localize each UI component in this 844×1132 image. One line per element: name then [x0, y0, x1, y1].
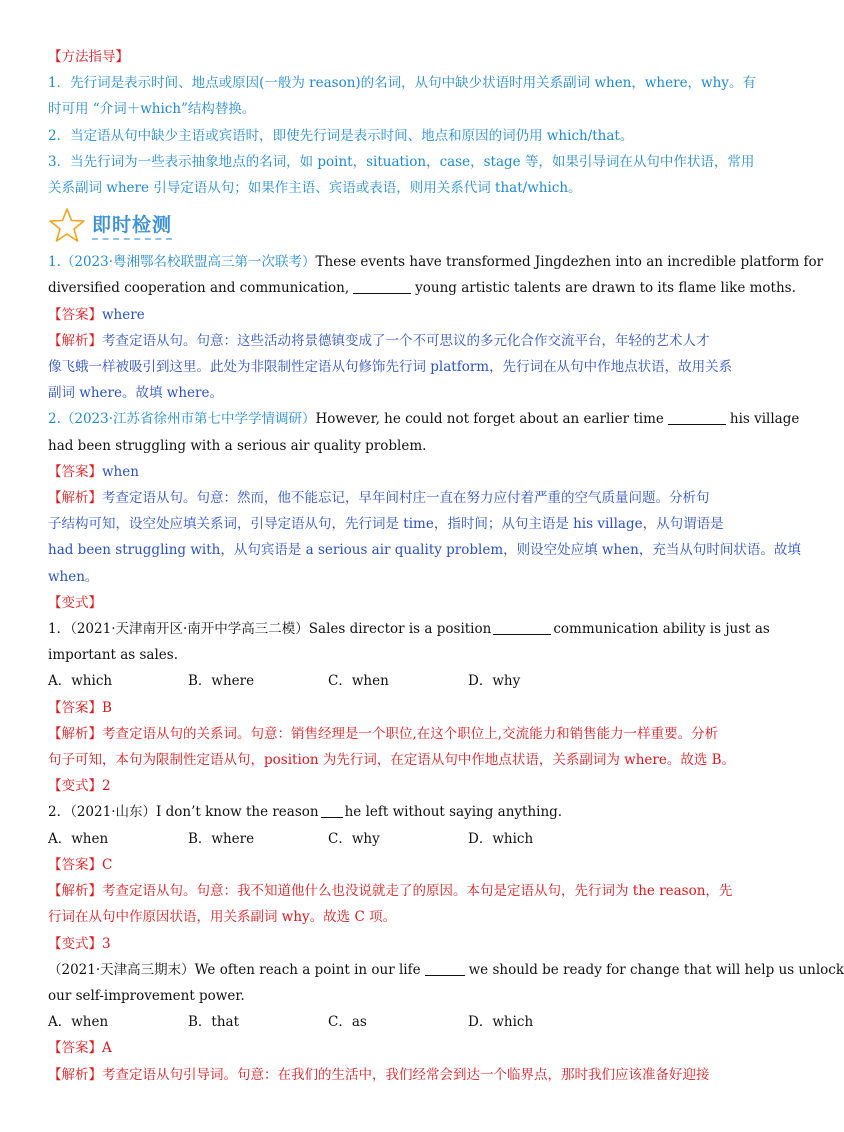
v1-line-1 — [48, 616, 770, 642]
q2-analysis-2: 子结构可知，设空处应填关系词，引导定语从句，先行词是 time，指时间；从句主语是 his village，从句谓语是 — [48, 516, 724, 533]
v1-text-a1: Sales director is a position — [308, 621, 492, 638]
q1-source: 1.（2023·粤湘鄂名校联盟高三第一次联考） — [48, 254, 316, 271]
q1-analysis-3: 副词 where。故填 where。 — [48, 385, 223, 402]
q1-line-1 — [48, 249, 824, 275]
v1-analysis-text: 考查定语从句的关系词。句意：销售经理是一个职位,在这个职位上,交流能力和销售能力一样重要。分析 — [102, 725, 719, 742]
option-d[interactable]: D．why — [468, 673, 521, 690]
q2-line-2: had been struggling with a serious air quality problem. — [48, 437, 427, 454]
analysis-tag: 【解析】 — [48, 332, 102, 349]
v2-header: 【变式】2 — [48, 778, 111, 795]
q1-text-a: These events have transformed Jingdezhen into an incredible platform for — [315, 254, 824, 271]
method-line-5: 关系副词 where 引导定语从句；如果作主语、宾语或表语，则用关系代词 that/which。 — [48, 180, 582, 197]
v1-blank[interactable] — [493, 620, 551, 635]
q2-line-1 — [48, 406, 800, 432]
v1-line-2: important as sales. — [48, 647, 178, 664]
q2-analysis-1 — [48, 485, 760, 511]
v1-answer-value: B — [102, 699, 112, 716]
v3-analysis-text: 考查定语从句引导词。句意：在我们的生活中，我们经常会到达一个临界点，那时我们应该准备好迎接 — [102, 1066, 710, 1083]
v3-answer-value: A — [102, 1040, 112, 1057]
answer-tag: 【答案】 — [48, 306, 102, 323]
v2-options — [48, 826, 760, 852]
v2-answer — [48, 852, 760, 878]
v2-text-a2: he left without saying anything. — [344, 804, 563, 821]
v1-text-a2: communication ability is just as — [553, 621, 770, 638]
v3-source: （2021·天津高三期末） — [48, 961, 195, 978]
v3-line-1 — [48, 957, 844, 983]
option-d[interactable]: D．which — [468, 1014, 534, 1031]
q1-analysis-text: 考查定语从句。句意：这些活动将景德镇变成了一个不可思议的多元化合作交流平台，年轻的艺术人才 — [102, 332, 710, 349]
q2-answer-value: when — [102, 463, 139, 480]
answer-tag: 【答案】 — [48, 699, 102, 716]
q1-answer — [48, 302, 760, 328]
q2-analysis-4: when。 — [48, 568, 99, 585]
v3-blank[interactable] — [425, 961, 465, 976]
analysis-tag: 【解析】 — [48, 883, 102, 900]
q1-blank[interactable] — [353, 279, 411, 294]
option-b[interactable]: B．where — [188, 830, 255, 847]
v2-text-a1: I don’t know the reason — [156, 804, 319, 821]
analysis-tag: 【解析】 — [48, 490, 102, 507]
option-a[interactable]: A．when — [48, 1014, 109, 1031]
v1-analysis-2: 句子可知，本句为限制性定语从句，position 为先行词，在定语从句中作地点状语，关系副词为 where。故选 B。 — [48, 752, 736, 769]
method-line-4: 3．当先行词为一些表示抽象地点的名词，如 point，situation，case，stage 等，如果引导词在从句中作状语，常用 — [48, 153, 755, 170]
option-d[interactable]: D．which — [468, 830, 534, 847]
answer-tag: 【答案】 — [48, 463, 102, 480]
v3-options — [48, 1009, 760, 1035]
analysis-tag: 【解析】 — [48, 1066, 102, 1083]
v1-options — [48, 668, 760, 694]
v2-blank[interactable] — [321, 803, 343, 818]
v2-source: 2．（2021·山东） — [48, 804, 156, 821]
v2-analysis-text: 考查定语从句。句意：我不知道他什么也没说就走了的原因。本句是定语从句，先行词为 the reason，先 — [102, 883, 733, 900]
q1-text-b2: young artistic talents are drawn to its flame like moths. — [415, 280, 796, 297]
method-line-1: 1．先行词是表示时间、地点或原因(一般为 reason)的名词，从句中缺少状语时用关系副词 when，where，why。有 — [48, 75, 756, 92]
v3-answer — [48, 1035, 760, 1061]
q1-analysis-2: 像飞蛾一样被吸引到这里。此处为非限制性定语从句修饰先行词 platform，先行词在从句中作地点状语，故用关系 — [48, 359, 733, 376]
method-header: 【方法指导】 — [48, 49, 129, 65]
v3-header: 【变式】3 — [48, 935, 111, 952]
q2-blank[interactable] — [668, 410, 726, 425]
v3-analysis-1 — [48, 1062, 760, 1088]
answer-tag: 【答案】 — [48, 856, 102, 873]
q2-analysis-3: had been struggling with，从句宾语是 a serious air quality problem，则设空处应填 when，充当从句时间状语。故填 — [48, 542, 801, 559]
option-b[interactable]: B．where — [188, 673, 255, 690]
v2-line-1 — [48, 799, 760, 825]
document-page — [48, 44, 844, 1088]
v1-source: 1．（2021·天津南开区·南开中学高三二模） — [48, 621, 309, 638]
v3-text-a2: we should be ready for change that will help us unlock — [468, 961, 844, 978]
q2-source: 2.（2023·江苏省徐州市第七中学学情调研） — [48, 411, 316, 428]
section-title: 即时检测 — [92, 210, 172, 240]
v3-text-a1: We often reach a point in our life — [194, 961, 421, 978]
v2-analysis-1 — [48, 878, 760, 904]
option-c[interactable]: C．why — [328, 830, 380, 847]
q1-analysis-1 — [48, 328, 760, 354]
q1-line-2 — [48, 275, 796, 301]
analysis-tag: 【解析】 — [48, 725, 102, 742]
q1-text-b1: diversified cooperation and communication, — [48, 280, 350, 297]
method-line-2: 时可用 “介词＋which”结构替换。 — [48, 101, 256, 118]
option-a[interactable]: A．which — [48, 673, 113, 690]
q1-answer-value: where — [102, 306, 145, 323]
v1-analysis-1 — [48, 721, 760, 747]
option-a[interactable]: A．when — [48, 830, 109, 847]
q2-text-a2: his village — [729, 411, 800, 428]
answer-tag: 【答案】 — [48, 1040, 102, 1057]
q2-analysis-text: 考查定语从句。句意：然而，他不能忘记，早年间村庄一直在努力应付着严重的空气质量问题。分析句 — [102, 490, 710, 507]
v1-header: 【变式】 — [48, 594, 102, 611]
method-line-3: 2．当定语从句中缺少主语或宾语时，即使先行词是表示时间、地点和原因的词仍用 which/that。 — [48, 127, 634, 144]
star-outline-icon — [48, 207, 86, 243]
q2-text-a: However, he could not forget about an earlier time — [315, 411, 664, 428]
v2-analysis-2: 行词在从句中作原因状语，用关系副词 why。故选 C 项。 — [48, 909, 397, 926]
v2-answer-value: C — [102, 856, 113, 873]
q2-answer — [48, 459, 760, 485]
v1-answer — [48, 695, 760, 721]
v3-line-2: our self-improvement power. — [48, 987, 245, 1004]
option-c[interactable]: C．as — [328, 1014, 367, 1031]
section-header — [48, 205, 760, 245]
option-c[interactable]: C．when — [328, 673, 389, 690]
option-b[interactable]: B．that — [188, 1014, 240, 1031]
